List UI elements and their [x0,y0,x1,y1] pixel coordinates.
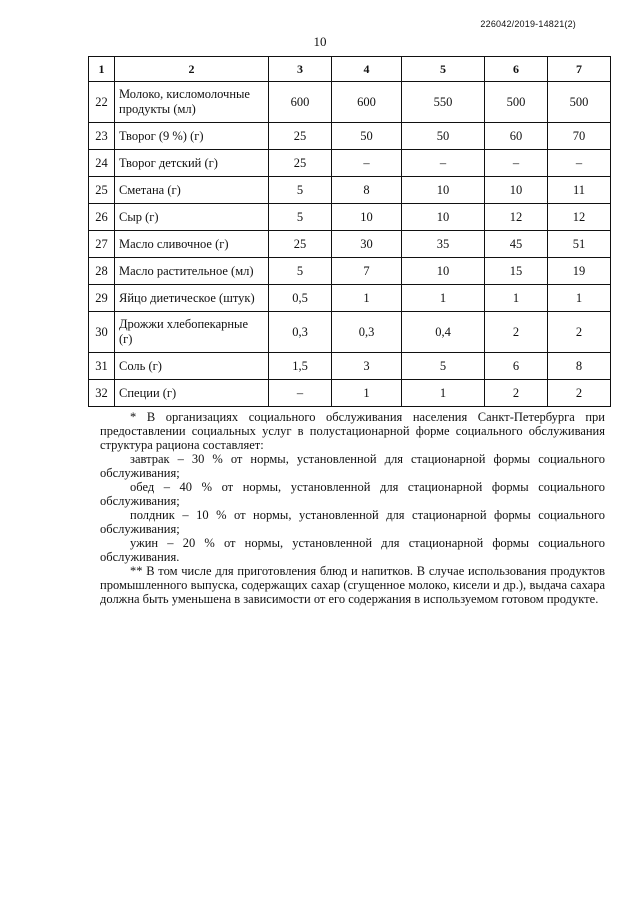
norm-value: 8 [332,177,402,204]
row-number: 32 [89,380,115,407]
norm-value: 25 [269,231,332,258]
norm-value: 10 [402,204,485,231]
column-header: 1 [89,57,115,82]
table-row [89,150,611,177]
norm-value: 5 [269,258,332,285]
column-header: 7 [548,57,611,82]
norm-value: 550 [402,82,485,123]
norm-value: – [332,150,402,177]
table-row [89,231,611,258]
norm-value: 11 [548,177,611,204]
footnote-dinner: ужин – 20 % от нормы, установленной для стационарной формы социального обслуживания. [100,536,605,564]
norm-value: 19 [548,258,611,285]
product-name: Творог (9 %) (г) [115,123,269,150]
norm-value: 5 [402,353,485,380]
norm-value: – [485,150,548,177]
product-name: Сметана (г) [115,177,269,204]
norm-value: 0,3 [269,312,332,353]
norm-value: 1 [332,285,402,312]
row-number: 24 [89,150,115,177]
norm-value: 0,4 [402,312,485,353]
product-name: Сыр (г) [115,204,269,231]
norm-value: 45 [485,231,548,258]
table-body [89,82,611,407]
norm-value: 5 [269,204,332,231]
footnote-star: * В организациях социального обслуживания населения Санкт-Петербурга при предоставлении социальных услуг в полустационарной форме социального обслуживания структура рациона составляет: [100,410,605,452]
footnote-snack: полдник – 10 % от нормы, установленной для стационарной формы социального обслуживания; [100,508,605,536]
table-row [89,123,611,150]
norm-value: 25 [269,150,332,177]
column-header: 3 [269,57,332,82]
norm-value: 50 [402,123,485,150]
document-id: 226042/2019-14821(2) [480,19,576,29]
product-name: Соль (г) [115,353,269,380]
product-name: Творог детский (г) [115,150,269,177]
norm-value: 15 [485,258,548,285]
norm-value: 3 [332,353,402,380]
norm-value: 1 [332,380,402,407]
norm-value: 12 [548,204,611,231]
product-name: Дрожжи хлебопекарные (г) [115,312,269,353]
product-name: Масло сливочное (г) [115,231,269,258]
norm-value: 25 [269,123,332,150]
norm-value: 500 [548,82,611,123]
norm-value: 35 [402,231,485,258]
norm-value: 2 [485,380,548,407]
row-number: 31 [89,353,115,380]
footnote-lunch: обед – 40 % от нормы, установленной для стационарной формы социального обслуживания; [100,480,605,508]
norm-value: 12 [485,204,548,231]
page-number: 10 [313,34,327,49]
footnote-breakfast: завтрак – 30 % от нормы, установленной для стационарной формы социального обслуживания; [100,452,605,480]
norm-value: 0,5 [269,285,332,312]
norm-value: 2 [548,380,611,407]
row-number: 29 [89,285,115,312]
norm-value: 1 [548,285,611,312]
table-row [89,285,611,312]
product-name: Яйцо диетическое (штук) [115,285,269,312]
table-row [89,177,611,204]
column-header: 6 [485,57,548,82]
row-number: 25 [89,177,115,204]
product-name: Специи (г) [115,380,269,407]
norm-value: 50 [332,123,402,150]
norm-value: 500 [485,82,548,123]
norm-value: – [269,380,332,407]
norm-value: 51 [548,231,611,258]
ration-table [88,56,611,407]
norm-value: 60 [485,123,548,150]
row-number: 28 [89,258,115,285]
footnotes [100,410,605,606]
row-number: 26 [89,204,115,231]
norm-value: 1,5 [269,353,332,380]
product-name: Масло растительное (мл) [115,258,269,285]
table-row [89,312,611,353]
row-number: 22 [89,82,115,123]
norm-value: 2 [485,312,548,353]
norm-value: 10 [402,177,485,204]
table-row [89,204,611,231]
norm-value: – [548,150,611,177]
norm-value: 1 [402,380,485,407]
norm-value: 600 [269,82,332,123]
table-header-row [89,57,611,82]
norm-value: – [402,150,485,177]
norm-value: 30 [332,231,402,258]
norm-value: 10 [332,204,402,231]
norm-value: 10 [485,177,548,204]
norm-value: 70 [548,123,611,150]
table-row [89,258,611,285]
norm-value: 1 [485,285,548,312]
norm-value: 7 [332,258,402,285]
row-number: 27 [89,231,115,258]
column-header: 4 [332,57,402,82]
product-name: Молоко, кисломолочные продукты (мл) [115,82,269,123]
column-header: 2 [115,57,269,82]
table-row [89,380,611,407]
table-row [89,353,611,380]
column-header: 5 [402,57,485,82]
norm-value: 10 [402,258,485,285]
norm-value: 0,3 [332,312,402,353]
norm-value: 5 [269,177,332,204]
norm-value: 1 [402,285,485,312]
row-number: 30 [89,312,115,353]
table-row [89,82,611,123]
norm-value: 2 [548,312,611,353]
row-number: 23 [89,123,115,150]
footnote-double-star: ** В том числе для приготовления блюд и напитков. В случае использования продуктов промышленного выпуска, содержащих сахар (сгущенное молоко, кисели и др.), выдача сахара должна быть уменьшена в зависимости от его содержания в используемом готовом продукте. [100,564,605,606]
norm-value: 8 [548,353,611,380]
norm-value: 600 [332,82,402,123]
norm-value: 6 [485,353,548,380]
